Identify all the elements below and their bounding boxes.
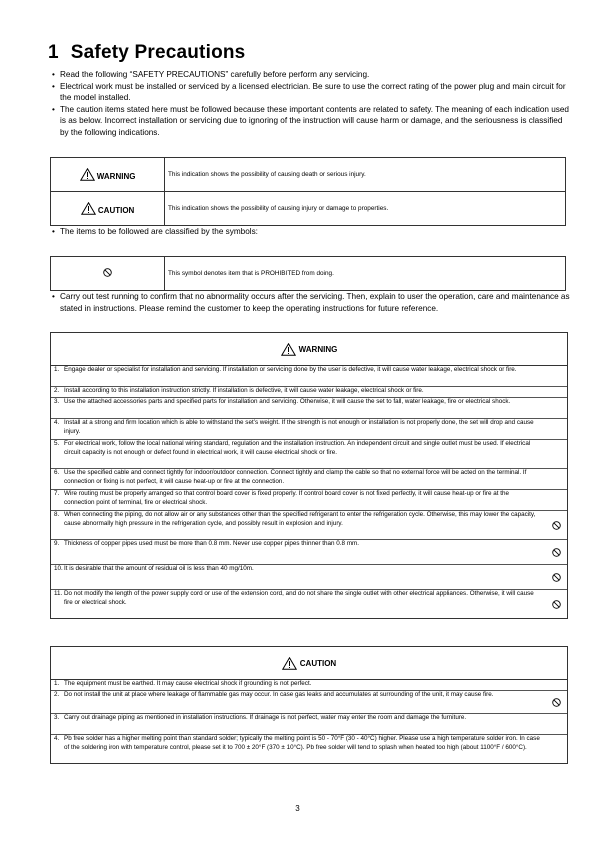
item-icon-cell — [545, 540, 567, 564]
caution-box-title: CAUTION — [299, 658, 337, 668]
indication-row-caution — [51, 192, 566, 226]
item-text: Carry out drainage piping as mentioned in installation instructions. If drainage is not perfect, water may enter the room and damage the furniture. — [64, 714, 467, 721]
list-item — [51, 539, 567, 564]
warning-triangle-icon — [80, 168, 95, 181]
intro-bullet: • Read the following “SAFETY PRECAUTIONS” carefully before perform any servicing. — [52, 69, 570, 81]
list-item — [51, 439, 567, 468]
item-icon-cell — [545, 565, 567, 589]
prohibited-icon — [103, 268, 112, 277]
list-item — [51, 680, 567, 690]
item-number: 10. — [54, 565, 63, 572]
warning-description: This indication shows the possibility of causing death or serious injury. — [165, 158, 566, 192]
item-icon-cell — [545, 511, 567, 539]
caution-box — [50, 646, 568, 764]
list-item — [51, 397, 567, 418]
symbol-row — [51, 257, 566, 291]
item-number: 8. — [54, 511, 60, 518]
warning-label-cell — [51, 158, 165, 192]
symbol-cell — [51, 257, 165, 291]
item-icon-cell — [545, 387, 567, 397]
item-text: Thickness of copper pipes used must be more than 0.8 mm. Never use copper pipes thinner than 0.8 mm. — [64, 540, 360, 547]
item-icon-cell — [545, 440, 567, 468]
item-text: Install according to this installation instruction strictly. If installation is defective, it will cause water leakage, electrical shock or fire. — [64, 387, 424, 394]
item-icon-cell — [545, 714, 567, 734]
item-icon-cell — [545, 419, 567, 439]
item-text: Use the attached accessories parts and specified parts for installation and servicing. Otherwise, it will cause the set to fall, water leakage, fire or electrical shock. — [64, 398, 511, 405]
item-text: Pb free solder has a higher melting point than standard solder; typically the melting point is 50 - 70°F (30 - 40°C) higher. Please use a high temperature solder iron. In case of the soldering iron with temperature control, please set it to 700 ± 20°F (370 ± 10°C). Pb free solder will tend to splash when heated too high (about 1100°F / 600°C). — [64, 735, 540, 751]
item-text: Wire routing must be properly arranged so that control board cover is fixed properly. If control board cover is not fixed perfectly, it will cause heat-up or fire at the connection point of terminal, fire or electrical shock. — [64, 490, 509, 506]
list-item — [51, 386, 567, 397]
item-text: When connecting the piping, do not allow air or any substances other than the specified refrigerant to enter the refrigeration cycle. Otherwise, this may lower the capacity, cause abnormally high pressure in the refrigeration cycle, and possibly result in explosion and injury. — [64, 511, 536, 527]
item-number: 4. — [54, 735, 60, 742]
item-number: 3. — [54, 398, 60, 405]
list-item — [51, 690, 567, 713]
item-number: 1. — [54, 680, 60, 687]
symbols-intro-text: • The items to be followed are classified by the symbols: — [52, 226, 570, 238]
indication-row-warning — [51, 158, 566, 192]
item-icon-cell — [545, 398, 567, 418]
item-number: 2. — [54, 691, 60, 698]
list-item — [51, 510, 567, 539]
item-text: Engage dealer or specialist for installation and servicing. If installation or servicing done by the user is defective, it will cause water leakage, electrical shock or fire. — [64, 366, 517, 373]
item-number: 4. — [54, 419, 60, 426]
warning-triangle-icon — [282, 657, 297, 670]
item-text: Use the specified cable and connect tightly for indoor/outdoor connection. Connect tightly and clamp the cable so that no external force will be acted on the terminal. If connection or fixing is not perfect, it will cause heat-up or fire at the connection. — [64, 469, 527, 485]
symbols-intro — [52, 226, 570, 238]
list-item — [51, 468, 567, 489]
symbol-description: This symbol denotes item that is PROHIBITED from doing. — [165, 257, 566, 291]
item-text: Install at a strong and firm location which is able to withstand the set’s weight. If the strength is not enough or installation is not properly done, the set will drop and cause injury. — [64, 419, 534, 435]
item-number: 5. — [54, 440, 60, 447]
item-icon-cell — [545, 680, 567, 690]
item-icon-cell — [545, 490, 567, 510]
item-icon-cell — [545, 469, 567, 489]
list-item — [51, 734, 567, 763]
item-number: 3. — [54, 714, 60, 721]
item-text: It is desirable that the amount of residual oil is less than 40 mg/10m. — [64, 565, 254, 572]
warning-label: WARNING — [96, 172, 136, 181]
item-number: 1. — [54, 366, 60, 373]
prohibited-icon — [552, 573, 561, 582]
item-icon-cell — [545, 590, 567, 618]
warning-box-title: WARNING — [298, 344, 338, 354]
item-text: For electrical work, follow the local national wiring standard, regulation and the installation instruction. An independent circuit and single outlet must be used. If electrical circuit capacity is not enough or defect found in electrical work, it will cause electrical shock or fire. — [64, 440, 531, 456]
list-item — [51, 589, 567, 618]
list-item — [51, 489, 567, 510]
intro-bullet: • The caution items stated here must be followed because these important contents are related to safety. The meaning of each indication used is as below. Incorrect installation or servicing due to ignoring of the instruction will cause harm or damage, and the seriousness is classified by the following indications. — [52, 104, 570, 139]
warning-triangle-icon — [81, 202, 96, 215]
caution-label: CAUTION — [97, 206, 135, 215]
intro-bullets — [52, 69, 570, 139]
item-icon-cell — [545, 691, 567, 713]
item-text: The equipment must be earthed. It may cause electrical shock if grounding is not perfect. — [64, 680, 312, 687]
prohibited-icon — [552, 600, 561, 609]
item-icon-cell — [545, 735, 567, 763]
warning-box — [50, 332, 568, 619]
caution-item-list — [51, 680, 567, 763]
item-number: 6. — [54, 469, 60, 476]
item-number: 7. — [54, 490, 60, 497]
indication-table — [50, 157, 566, 226]
test-bullet — [52, 291, 570, 314]
section-number: 1 — [48, 42, 59, 63]
item-icon-cell — [545, 366, 567, 386]
warning-item-list — [51, 366, 567, 618]
prohibited-icon — [552, 548, 561, 557]
item-number: 9. — [54, 540, 60, 547]
list-item — [51, 418, 567, 439]
item-text: Do not install the unit at place where leakage of flammable gas may occur. In case gas leaks and accumulates at surrounding of the unit, it may cause fire. — [64, 691, 494, 698]
caution-label-cell — [51, 192, 165, 226]
list-item — [51, 713, 567, 734]
page-title — [48, 42, 245, 64]
item-number: 2. — [54, 387, 60, 394]
test-bullet-text: • Carry out test running to confirm that no abnormality occurs after the servicing. Then, explain to user the operation, care and maintenance as stated in instructions. Please remind the customer to keep the operating instructions for future reference. — [52, 291, 570, 314]
symbol-table — [50, 256, 566, 291]
list-item — [51, 564, 567, 589]
section-title: Safety Precautions — [70, 42, 246, 63]
intro-bullet: • Electrical work must be installed or serviced by a licensed electrician. Be sure to use the correct rating of the power plug and main circuit for the model installed. — [52, 81, 570, 104]
page-number: 3 — [295, 804, 300, 813]
warning-box-header — [51, 333, 567, 366]
list-item — [51, 366, 567, 386]
caution-box-header — [51, 647, 567, 680]
prohibited-icon — [552, 698, 561, 707]
prohibited-icon — [552, 521, 561, 530]
warning-triangle-icon — [281, 343, 296, 356]
item-text: Do not modify the length of the power supply cord or use of the extension cord, and do not share the single outlet with other electrical appliances. Otherwise, it will cause fire or electrical shock. — [64, 590, 534, 606]
item-number: 11. — [54, 590, 63, 597]
caution-description: This indication shows the possibility of causing injury or damage to properties. — [165, 192, 566, 226]
